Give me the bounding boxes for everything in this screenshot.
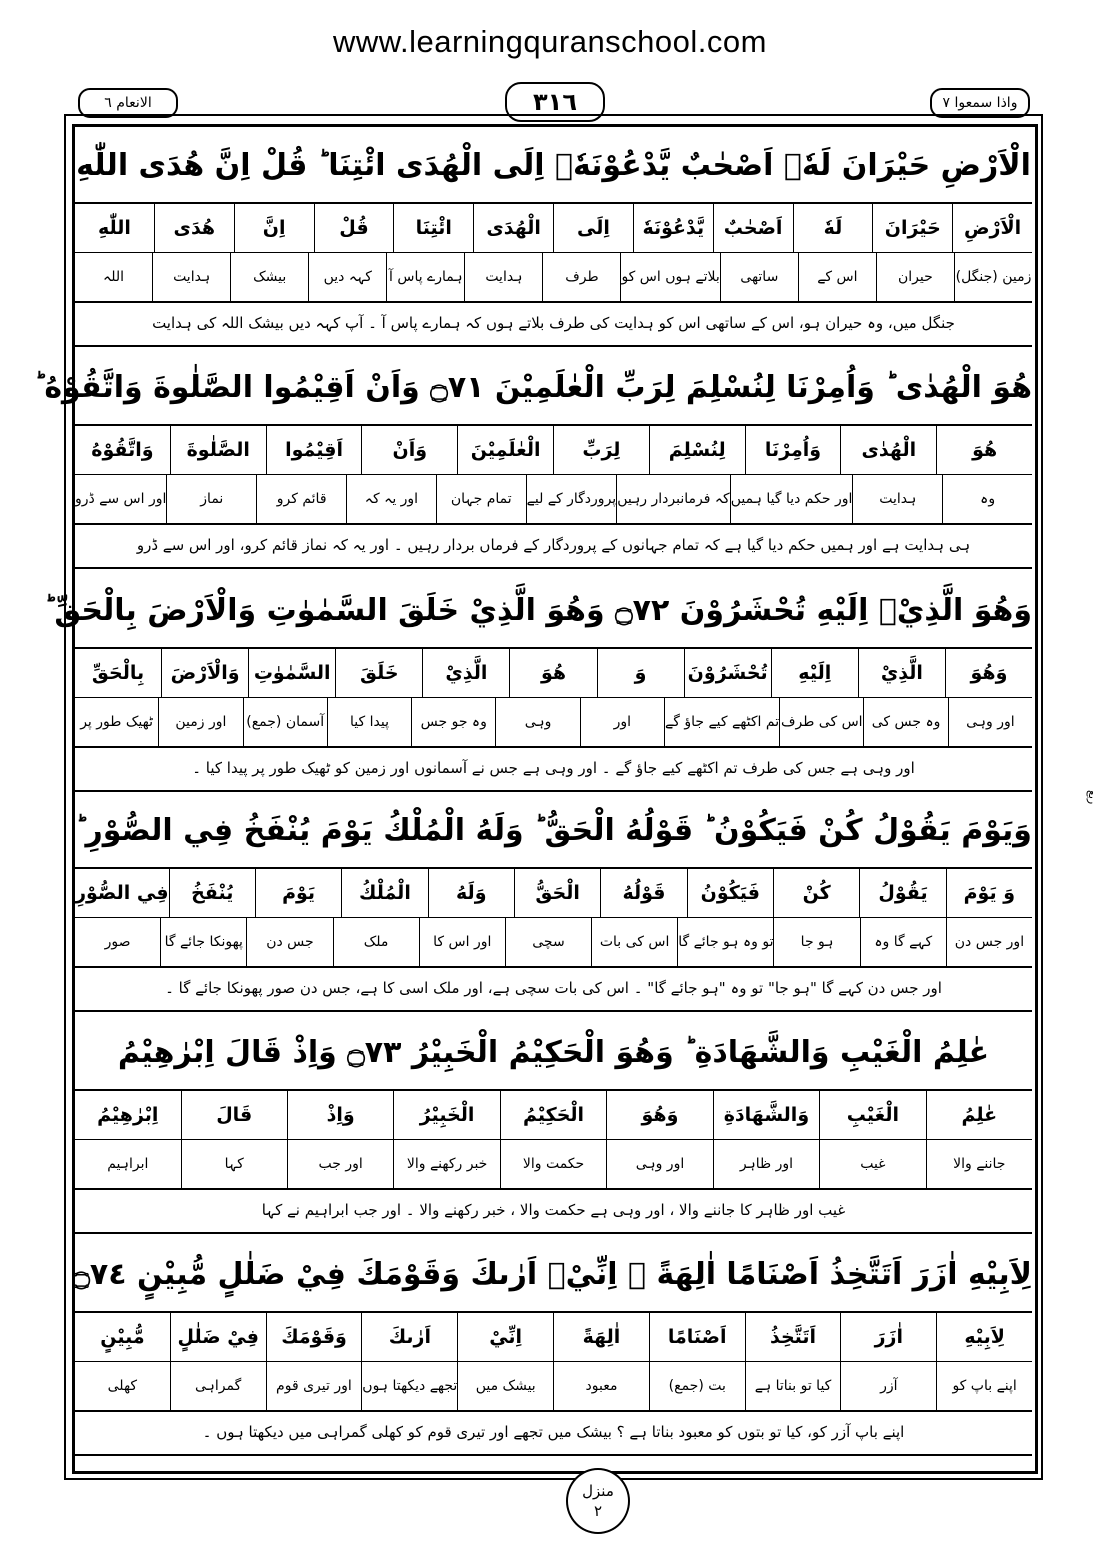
verse-block xyxy=(75,793,1032,1015)
arabic-word: وَهُوَ xyxy=(606,1091,712,1139)
urdu-meaning: اور ظاہر xyxy=(713,1140,819,1188)
arabic-word: فِيْ ضَلٰلٍ xyxy=(170,1313,266,1361)
urdu-meaning: وہ جو جس xyxy=(411,698,495,746)
arabic-word: لِرَبِّ xyxy=(553,426,649,474)
urdu-meaning: حیران xyxy=(876,253,954,301)
arabic-word: حَيْرَانَ xyxy=(872,204,952,252)
arabic-word: لَهٗ xyxy=(793,204,873,252)
side-note: ربع xyxy=(1086,790,1099,805)
arabic-word: اَرٰىكَ xyxy=(361,1313,457,1361)
arabic-word: الْغَيْبِ xyxy=(819,1091,925,1139)
word-grid xyxy=(75,424,1032,525)
urdu-meaning: معبود xyxy=(553,1362,649,1410)
verse-text: هُوَ الْهُدٰى ؕ وَاُمِرْنَا لِنُسْلِمَ لِرَبِّ الْعٰلَمِيْنَ ۝٧١ وَاَنْ اَقِيْمُوا الصَّلٰوةَ وَاتَّقُوْهُ ؕ xyxy=(33,370,1032,405)
arabic-word: مُّبِيْنٍ xyxy=(100,1326,145,1348)
urdu-meaning: اپنے باپ کو xyxy=(936,1362,1032,1410)
urdu-meaning: اور تیری قوم xyxy=(266,1362,362,1410)
urdu-meaning: بت (جمع) xyxy=(649,1362,745,1410)
arabic-word: وَقَوْمَكَ xyxy=(266,1313,362,1361)
site-url: www.learningquranschool.com xyxy=(333,24,767,59)
arabic-word: كُنْ xyxy=(773,869,859,917)
urdu-meaning: وہ xyxy=(942,475,1032,523)
urdu-meaning: وہ جس کی xyxy=(863,698,947,746)
urdu-meaning: پیدا کیا xyxy=(327,698,411,746)
arabic-word: هُوَ xyxy=(509,649,596,697)
urdu-meaning: بیشک xyxy=(230,253,308,301)
arabic-word: ائْتِنَا xyxy=(393,204,473,252)
verse-text: وَهُوَ الَّذِيْۤ اِلَيْهِ تُحْشَرُوْنَ ۝٧٢ وَهُوَ الَّذِيْ خَلَقَ السَّمٰوٰتِ وَالْاَرْضَ بِالْحَقِّ ؕ xyxy=(43,593,1032,628)
arabic-word: وَاتَّقُوْهُ xyxy=(91,439,154,461)
urdu-meaning: ٹھیک طور پر xyxy=(80,714,153,730)
arabic-word: الْخَبِيْرُ xyxy=(393,1091,499,1139)
urdu-meaning: ساتھی xyxy=(720,253,798,301)
urdu-meaning: کیا تو بناتا ہے xyxy=(745,1362,841,1410)
verse-block xyxy=(75,128,1032,350)
arabic-word: خَلَقَ xyxy=(335,649,422,697)
arabic-word-row xyxy=(75,869,1032,917)
urdu-meaning: اور حکم دیا گیا ہمیں xyxy=(730,475,853,523)
word-grid xyxy=(75,1311,1032,1412)
urdu-meaning: اور جب xyxy=(287,1140,393,1188)
verse-text: لِاَبِيْهِ اٰزَرَ اَتَتَّخِذُ اَصْنَامًا اٰلِهَةً ۚ اِنِّيْۤ اَرٰىكَ وَقَوْمَكَ فِيْ ضَلٰلٍ مُّبِيْنٍ ۝٧٤ xyxy=(72,1257,1032,1292)
arabic-word: اٰزَرَ xyxy=(840,1313,936,1361)
verse-text: الْاَرْضِ حَيْرَانَ لَهٗۤ اَصْحٰبٌ يَّدْعُوْنَهٗۤ اِلَى الْهُدَى ائْتِنَا ؕ قُلْ اِنَّ هُدَى اللّٰهِ xyxy=(76,148,1031,183)
arabic-word: وَاِذْ xyxy=(287,1091,393,1139)
urdu-meaning: اور زمین xyxy=(158,698,242,746)
urdu-meaning: کہ فرمانبردار رہیں xyxy=(616,475,730,523)
manzil-number: ٢ xyxy=(593,1502,603,1520)
arabic-word: وَهُوَ xyxy=(945,649,1032,697)
arabic-word: قَوْلُهُ xyxy=(600,869,686,917)
verse-block xyxy=(33,350,1032,572)
urdu-meaning: ہدایت xyxy=(152,253,230,301)
urdu-meaning: آسمان (جمع) xyxy=(243,698,327,746)
arabic-word: الْاَرْضِ xyxy=(952,204,1032,252)
urdu-meaning: حکمت والا xyxy=(500,1140,606,1188)
urdu-meaning: ابراہیم xyxy=(107,1156,149,1172)
arabic-word: اَصْحٰبٌ xyxy=(713,204,793,252)
arabic-word: اَصْنَامًا xyxy=(649,1313,745,1361)
arabic-word: هُوَ xyxy=(936,426,1032,474)
urdu-meaning-row xyxy=(75,1361,1032,1410)
arabic-word: فَيَكُوْنُ xyxy=(687,869,773,917)
urdu-meaning: اس کے xyxy=(798,253,876,301)
urdu-meaning: وہی xyxy=(495,698,579,746)
arabic-word: وَ يَوْمَ xyxy=(946,869,1032,917)
urdu-meaning: اور جس دن xyxy=(946,918,1032,966)
word-grid xyxy=(75,867,1032,968)
arabic-word: وَ xyxy=(597,649,684,697)
surah-name: الانعام ٦ xyxy=(78,88,178,118)
arabic-word: الْعٰلَمِيْنَ xyxy=(457,426,553,474)
urdu-meaning-row xyxy=(75,917,1032,966)
arabic-word: يَّدْعُوْنَهٗ xyxy=(633,204,713,252)
urdu-meaning: صور xyxy=(104,934,131,950)
arabic-word: اِلَى xyxy=(553,204,633,252)
arabic-word: السَّمٰوٰتِ xyxy=(248,649,335,697)
juz-name: واذا سمعوا ٧ xyxy=(930,88,1030,118)
arabic-word: فِي الصُّوْرِ xyxy=(75,882,169,904)
arabic-word-row xyxy=(75,649,1032,697)
arabic-word: الصَّلٰوةَ xyxy=(170,426,266,474)
word-grid xyxy=(75,647,1032,748)
arabic-word: وَلَهُ xyxy=(428,869,514,917)
arabic-word: عٰلِمُ xyxy=(926,1091,1032,1139)
urdu-meaning: اس کی بات xyxy=(591,918,677,966)
arabic-word: وَالشَّهَادَةِ xyxy=(713,1091,819,1139)
arabic-word: يَوْمَ xyxy=(255,869,341,917)
urdu-meaning: تم اکٹھے کیے جاؤ گے xyxy=(664,698,779,746)
arabic-word: اَتَتَّخِذُ xyxy=(745,1313,841,1361)
verse-block xyxy=(75,1015,1032,1237)
arabic-word-row xyxy=(75,426,1032,474)
arabic-word: الْهُدَى xyxy=(473,204,553,252)
word-grid xyxy=(75,1089,1032,1190)
arabic-word: اللّٰهِ xyxy=(98,217,131,239)
manzil-badge xyxy=(566,1468,630,1534)
urdu-meaning: ہدایت xyxy=(464,253,542,301)
arabic-word: اَقِيْمُوا xyxy=(266,426,362,474)
urdu-meaning: اور یہ کہ xyxy=(346,475,436,523)
urdu-meaning-row xyxy=(75,1139,1032,1188)
urdu-meaning-row xyxy=(75,252,1032,301)
urdu-meaning: ہو جا xyxy=(773,918,859,966)
urdu-meaning: اور اس کا xyxy=(419,918,505,966)
arabic-word: الَّذِيْ xyxy=(422,649,509,697)
urdu-meaning: تجھے دیکھتا ہوں xyxy=(361,1362,457,1410)
urdu-meaning: کھلی xyxy=(107,1378,138,1394)
urdu-meaning: اس کی طرف xyxy=(779,698,863,746)
urdu-meaning: پھونکا جائے گا xyxy=(160,918,246,966)
arabic-word: وَاُمِرْنَا xyxy=(745,426,841,474)
arabic-word: اِبْرٰهِيْمُ xyxy=(97,1104,159,1126)
arabic-word: هُدَى xyxy=(154,204,234,252)
urdu-meaning: آزر xyxy=(840,1362,936,1410)
verse-text: وَيَوْمَ يَقُوْلُ كُنْ فَيَكُوْنُ ؕ قَوْلُهُ الْحَقُّ ؕ وَلَهُ الْمُلْكُ يَوْمَ يُنْفَخُ فِي الصُّوْرِ ؕ xyxy=(75,813,1032,848)
urdu-meaning: بلاتے ہوں اس کو xyxy=(620,253,719,301)
urdu-translation: اور وہی ہے جس کی طرف تم اکٹھے کیے جاؤ گے ۔ اور وہی ہے جس نے آسمانوں اور زمین کو ٹھیک طور پر پیدا کیا ۔ xyxy=(75,746,1032,792)
arabic-word: لِنُسْلِمَ xyxy=(649,426,745,474)
arabic-word-row xyxy=(75,1091,1032,1139)
urdu-meaning: اور وہی xyxy=(948,698,1032,746)
urdu-meaning: اور وہی xyxy=(606,1140,712,1188)
urdu-meaning: سچی xyxy=(505,918,591,966)
urdu-meaning: گمراہی xyxy=(170,1362,266,1410)
urdu-meaning: ملک xyxy=(333,918,419,966)
urdu-meaning: اللہ xyxy=(103,269,125,285)
urdu-translation: اپنے باپ آزر کو، کیا تو بتوں کو معبود بناتا ہے ؟ بیشک میں تجھے اور تیری قوم کو کھلی گمراہی میں دیکھتا ہوں ۔ xyxy=(75,1410,1032,1456)
urdu-meaning: طرف xyxy=(542,253,620,301)
arabic-word-row xyxy=(75,204,1032,252)
arabic-word: يَقُوْلُ xyxy=(859,869,945,917)
urdu-translation: اور جس دن کہے گا "ہو جا" تو وہ "ہو جائے گا" ۔ اس کی بات سچی ہے، اور ملک اسی کا ہے، جس دن صور پھونکا جائے گا ۔ xyxy=(75,966,1032,1012)
urdu-meaning: غیب xyxy=(819,1140,925,1188)
urdu-meaning-row xyxy=(75,474,1032,523)
arabic-word: بِالْحَقِّ xyxy=(91,662,145,684)
arabic-word: الَّذِيْ xyxy=(858,649,945,697)
arabic-word: اٰلِهَةً xyxy=(553,1313,649,1361)
urdu-meaning: جس دن xyxy=(246,918,332,966)
urdu-meaning: خبر رکھنے والا xyxy=(393,1140,499,1188)
urdu-meaning: قائم کرو xyxy=(256,475,346,523)
arabic-word: الْحَكِيْمُ xyxy=(500,1091,606,1139)
urdu-meaning: کہہ دیں xyxy=(308,253,386,301)
urdu-meaning: بیشک میں xyxy=(457,1362,553,1410)
verse-block xyxy=(72,1237,1032,1459)
word-grid xyxy=(75,202,1032,303)
verse-block xyxy=(43,573,1032,795)
arabic-word: قُلْ xyxy=(314,204,394,252)
arabic-word: اِنِّيْ xyxy=(457,1313,553,1361)
urdu-meaning: ہمارے پاس آ xyxy=(386,253,464,301)
arabic-word: وَالْاَرْضَ xyxy=(161,649,248,697)
manzil-label: منزل xyxy=(582,1482,614,1500)
verse-text: عٰلِمُ الْغَيْبِ وَالشَّهَادَةِ ؕ وَهُوَ الْحَكِيْمُ الْخَبِيْرُ ۝٧٣ وَاِذْ قَالَ اِبْرٰهِيْمُ xyxy=(117,1035,990,1070)
arabic-word: قَالَ xyxy=(181,1091,287,1139)
urdu-meaning: کہا xyxy=(181,1140,287,1188)
urdu-meaning: زمین (جنگل) xyxy=(954,253,1032,301)
urdu-translation: غیب اور ظاہر کا جاننے والا ، اور وہی ہے حکمت والا ، خبر رکھنے والا ۔ اور جب ابراہیم نے کہا xyxy=(75,1188,1032,1234)
arabic-word: وَاَنْ xyxy=(361,426,457,474)
arabic-word: اِنَّ xyxy=(234,204,314,252)
urdu-meaning: پروردگار کے لیے xyxy=(526,475,617,523)
urdu-meaning: جاننے والا xyxy=(926,1140,1032,1188)
urdu-meaning: ہدایت xyxy=(852,475,942,523)
urdu-meaning: تو وہ ہو جائے گا xyxy=(677,918,773,966)
arabic-word: لِاَبِيْهِ xyxy=(936,1313,1032,1361)
urdu-meaning: تمام جہان xyxy=(436,475,526,523)
urdu-translation: ہی ہدایت ہے اور ہمیں حکم دیا گیا ہے کہ تمام جہانوں کے پروردگار کے فرماں بردار رہیں ۔ اور یہ کہ نماز قائم کرو، اور اس سے ڈرو xyxy=(75,523,1032,569)
urdu-meaning: نماز xyxy=(166,475,256,523)
urdu-meaning: اور اس سے ڈرو xyxy=(74,491,167,507)
urdu-translation: جنگل میں، وہ حیران ہو، اس کے ساتھی اس کو ہدایت کی طرف بلاتے ہوں کہ ہمارے پاس آ ۔ آپ کہہ دیں بیشک اللہ کی ہدایت xyxy=(75,301,1032,347)
arabic-word-row xyxy=(75,1313,1032,1361)
arabic-word: اِلَيْهِ xyxy=(771,649,858,697)
page-number: ٣١٦ xyxy=(505,82,605,122)
arabic-word: تُحْشَرُوْنَ xyxy=(684,649,771,697)
arabic-word: الْحَقُّ xyxy=(514,869,600,917)
arabic-word: الْهُدٰى xyxy=(840,426,936,474)
urdu-meaning: کہے گا وہ xyxy=(860,918,946,966)
urdu-meaning: اور xyxy=(580,698,664,746)
arabic-word: الْمُلْكُ xyxy=(341,869,427,917)
urdu-meaning-row xyxy=(75,697,1032,746)
arabic-word: يُنْفَخُ xyxy=(169,869,255,917)
